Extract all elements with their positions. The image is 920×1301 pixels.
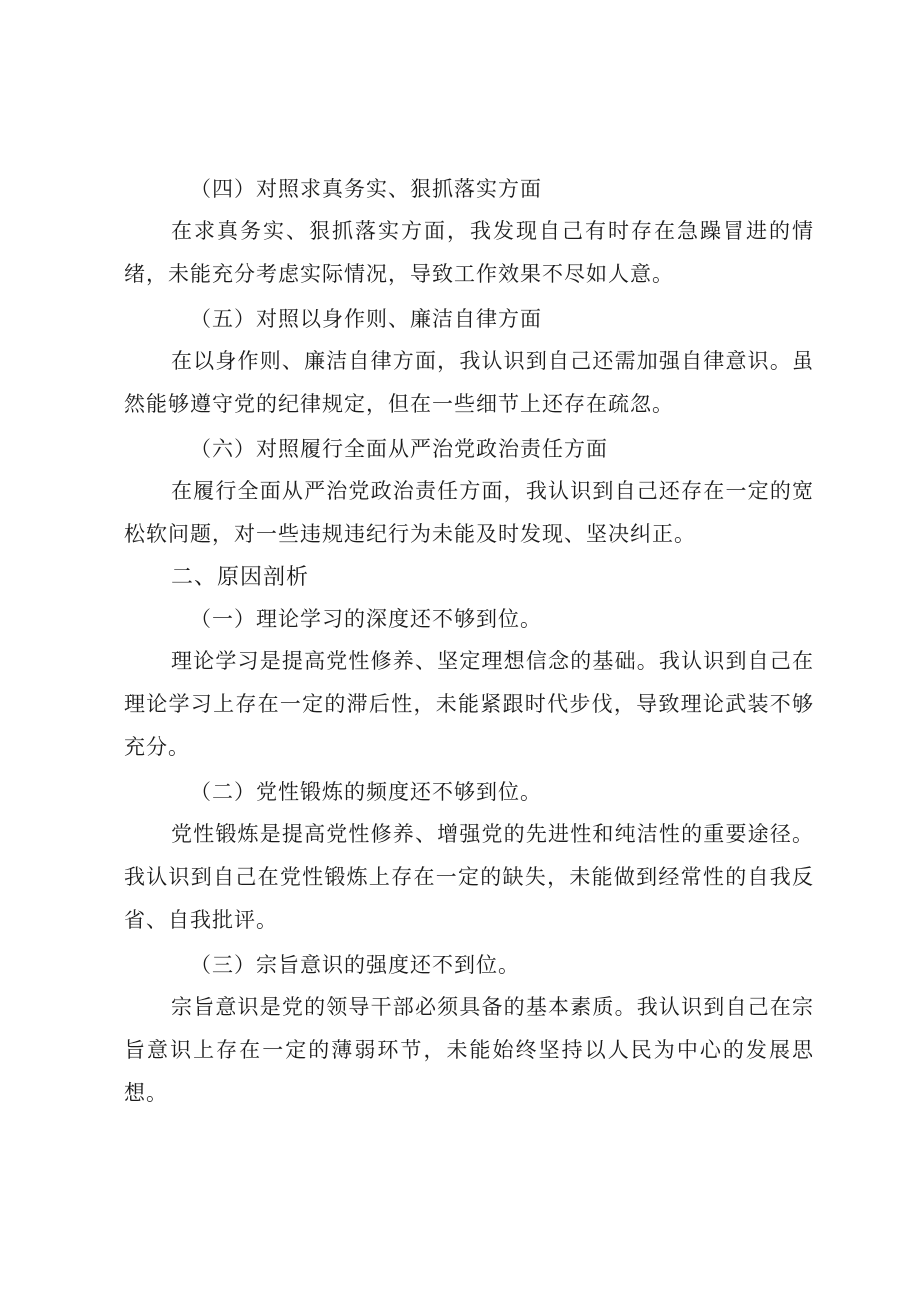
paragraph-5: 在以身作则、廉洁自律方面，我认识到自己还需加强自律意识。虽然能够遵守党的纪律规定，但在一些细节上还存在疏忽。 [124,349,814,416]
subsection-heading-4: （四）对照求真务实、狠抓落实方面 [190,177,542,201]
subsection-heading-cause-2: （二）党性锻炼的频度还不够到位。 [190,780,542,804]
section-heading-cause-analysis: 二、原因剖析 [171,565,310,590]
paragraph-cause-1: 理论学习是提高党性修养、坚定理想信念的基础。我认识到自己在理论学习上存在一定的滞后性，未能紧跟时代步伐，导致理论武装不够充分。 [124,649,814,759]
paragraph-cause-2: 党性锻炼是提高党性修养、增强党的先进性和纯洁性的重要途径。我认识到自己在党性锻炼上存在一定的缺失，未能做到经常性的自我反省、自我批评。 [124,822,814,932]
subsection-heading-cause-3: （三）宗旨意识的强度还不到位。 [190,953,520,977]
paragraph-cause-3: 宗旨意识是党的领导干部必须具备的基本素质。我认识到自己在宗旨意识上存在一定的薄弱环节，未能始终坚持以人民为中心的发展思想。 [124,995,814,1105]
paragraph-4: 在求真务实、狠抓落实方面，我发现自己有时存在急躁冒进的情绪，未能充分考虑实际情况，导致工作效果不尽如人意。 [124,219,814,286]
document-body [124,168,814,1117]
paragraph-6: 在履行全面从严治党政治责任方面，我认识到自己还存在一定的宽松软问题，对一些违规违纪行为未能及时发现、坚决纠正。 [124,479,814,546]
subsection-heading-6: （六）对照履行全面从严治党政治责任方面 [190,437,608,461]
subsection-heading-5: （五）对照以身作则、廉洁自律方面 [190,307,542,331]
subsection-heading-cause-1: （一）理论学习的深度还不够到位。 [190,607,542,631]
